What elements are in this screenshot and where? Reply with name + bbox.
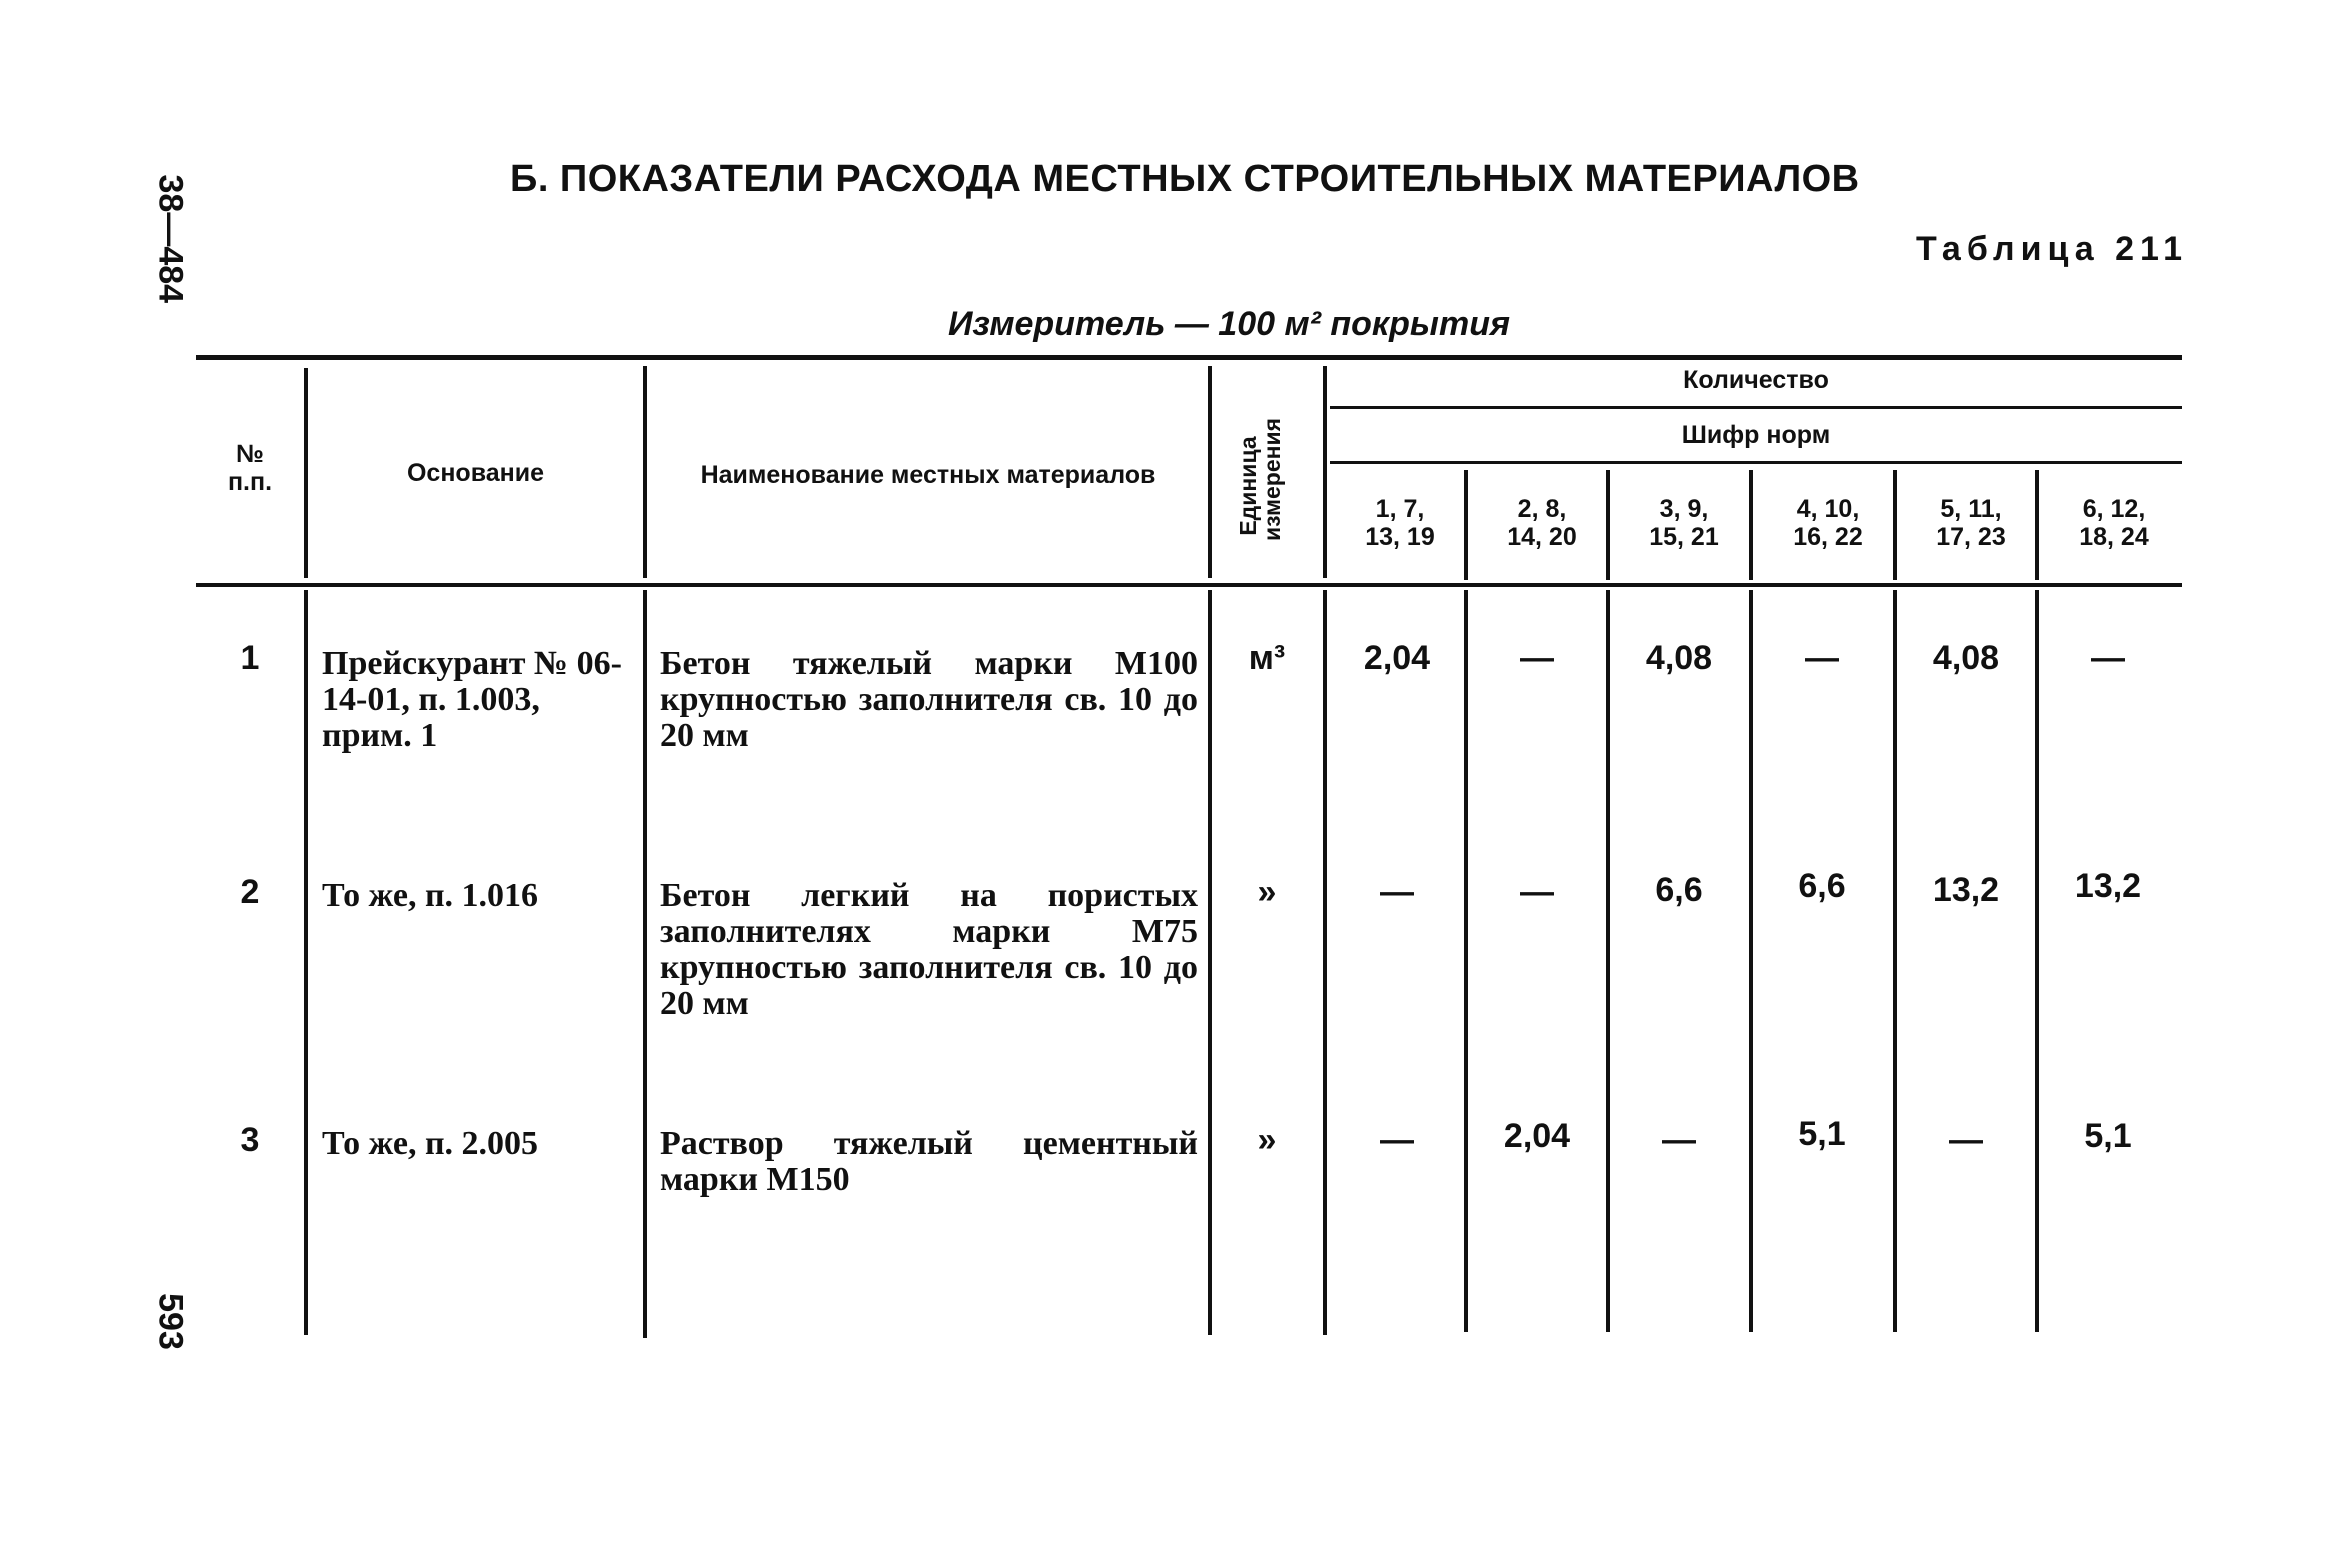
row-1-basis: Прейскурант № 06-14-01, п. 1.003, прим. 1 [322,645,622,754]
col-divider-6-body [1606,590,1610,1332]
col-divider-9 [2035,470,2039,580]
row-1-value-1: 2,04 [1363,639,1431,677]
page-number: 593 [151,1293,190,1350]
col-divider-5-body [1464,590,1468,1332]
col-divider-5 [1464,470,1468,580]
codes-rule [1330,461,2182,464]
header-bottom-rule [196,583,2182,587]
row-1-value-3: 4,08 [1645,639,1713,677]
quantity-rule [1330,406,2182,409]
col-divider-4 [1323,366,1327,578]
col-divider-7-body [1749,590,1753,1332]
page-code: 38—484 [151,174,190,304]
header-quantity: Количество [1683,366,1829,394]
row-2-num: 2 [240,873,260,911]
header-code-col-1: 1, 7, 13, 19 [1365,495,1435,551]
col-divider-3-body [1208,590,1212,1335]
row-2-value-5: 13,2 [1932,871,2000,909]
row-2-unit: » [1257,873,1277,911]
col-divider-9-body [2035,590,2039,1332]
row-1-value-4: — [1805,639,1839,677]
header-unit: Единица измерения [1235,417,1285,541]
row-2-value-6: 13,2 [2074,867,2142,905]
row-2-value-3: 6,6 [1655,871,1703,909]
row-1-unit: м³ [1248,639,1286,677]
header-num: № п.п. [227,440,273,496]
row-3-value-4: 5,1 [1798,1115,1846,1153]
header-basis: Основание [406,459,545,487]
row-2-value-2: — [1520,873,1554,911]
col-divider-2 [643,366,647,578]
row-3-basis: То же, п. 2.005 [322,1125,539,1162]
header-code-col-6: 6, 12, 18, 24 [2079,495,2149,551]
row-3-value-2: 2,04 [1503,1117,1571,1155]
row-1-value-5: 4,08 [1932,639,2000,677]
header-code-col-3: 3, 9, 15, 21 [1649,495,1719,551]
measure-caption: Измеритель — 100 м² покрытия [948,305,1510,343]
header-material-name: Наименование местных материалов [700,461,1156,489]
col-divider-4-body [1323,590,1327,1335]
header-code-col-2: 2, 8, 14, 20 [1507,495,1577,551]
header-code-col-5: 5, 11, 17, 23 [1936,495,2006,551]
col-divider-3 [1208,366,1212,578]
row-3-material: Раствор тяжелый цементный марки М150 [660,1125,1198,1198]
header-code-col-4: 4, 10, 16, 22 [1793,495,1863,551]
table-top-rule [196,355,2182,360]
header-codes: Шифр норм [1681,421,1831,449]
row-2-material: Бетон легкий на пористых заполнителях марки М75 крупностью заполнителя св. 10 до 20 мм [660,877,1198,1022]
row-3-value-1: — [1380,1121,1414,1159]
row-3-value-5: — [1949,1121,1983,1159]
col-divider-6 [1606,470,1610,580]
col-divider-1-body [304,590,308,1335]
row-2-basis: То же, п. 1.016 [322,877,539,914]
row-2-value-1: — [1380,873,1414,911]
col-divider-2-body [643,590,647,1338]
section-title: Б. ПОКАЗАТЕЛИ РАСХОДА МЕСТНЫХ СТРОИТЕЛЬНЫХ МАТЕРИАЛОВ [510,158,1860,200]
col-divider-8-body [1893,590,1897,1332]
row-3-num: 3 [240,1121,260,1159]
row-3-value-6: 5,1 [2084,1117,2132,1155]
col-divider-7 [1749,470,1753,580]
table-number: Таблица 211 [1915,230,2188,268]
row-1-value-2: — [1520,639,1554,677]
row-1-material: Бетон тяжелый марки М100 крупностью заполнителя св. 10 до 20 мм [660,645,1198,754]
row-3-unit: » [1257,1121,1277,1159]
row-2-value-4: 6,6 [1798,867,1846,905]
row-3-value-3: — [1662,1121,1696,1159]
col-divider-8 [1893,470,1897,580]
row-1-num: 1 [240,639,260,677]
row-1-value-6: — [2091,639,2125,677]
